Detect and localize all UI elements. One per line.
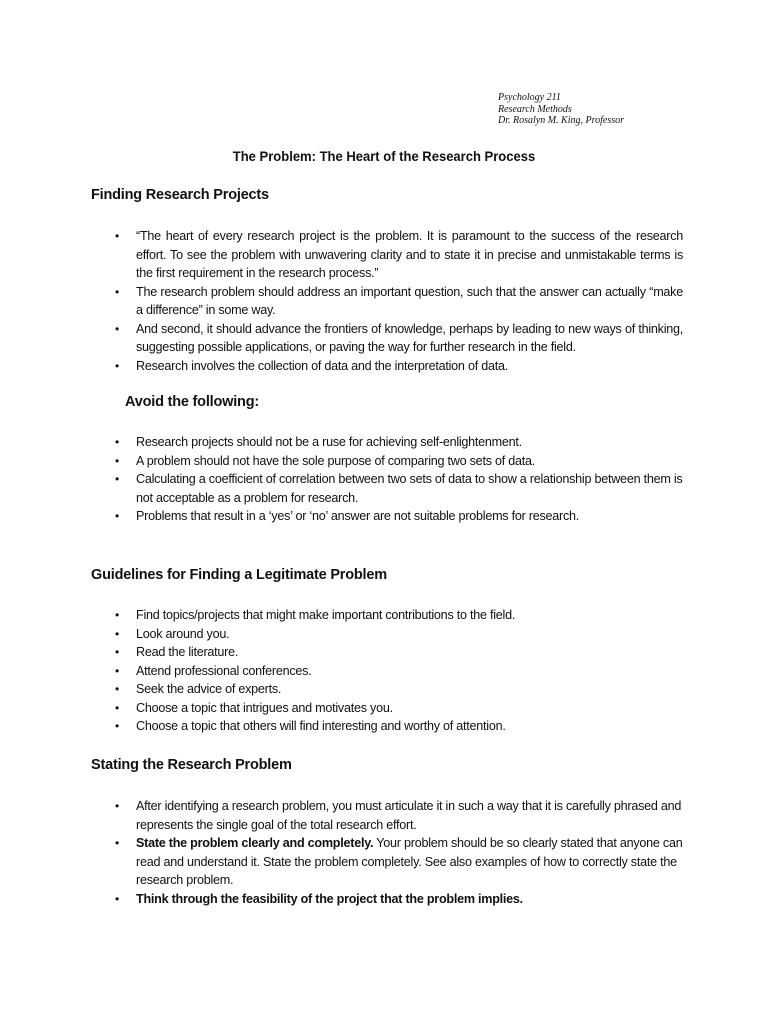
- avoid-list: [115, 433, 683, 526]
- section-heading-avoid: Avoid the following:: [125, 394, 259, 410]
- list-item: • Attend professional conferences.: [115, 662, 683, 681]
- course-subject: Research Methods: [498, 103, 572, 115]
- list-item: • Problems that result in a ‘yes’ or ‘no’ answer are not suitable problems for research.: [115, 507, 683, 526]
- finding-list: [115, 227, 683, 375]
- list-item: • Choose a topic that others will find interesting and worthy of attention.: [115, 717, 683, 736]
- list-item: [115, 834, 683, 890]
- list-item: • Seek the advice of experts.: [115, 680, 683, 699]
- section-heading-guidelines: Guidelines for Finding a Legitimate Problem: [91, 567, 387, 583]
- list-item: • The research problem should address an important question, such that the answer can actually “make a difference” in some way.: [115, 283, 683, 320]
- item-text: Your problem should be so clearly stated that anyone can read and understand it. State the problem completely. See also examples of how to correctly state the research problem.: [136, 836, 683, 887]
- bold-lead: State the problem clearly and completely.: [136, 836, 374, 850]
- list-item: • After identifying a research problem, you must articulate it in such a way that it is carefully phrased and represents the single goal of the total research effort.: [115, 797, 683, 834]
- bold-lead: Think through the feasibility of the project that the problem implies.: [136, 891, 523, 906]
- guidelines-list: [115, 606, 683, 736]
- list-item: • Research involves the collection of data and the interpretation of data.: [115, 357, 683, 376]
- list-item: [115, 890, 683, 909]
- list-item: • And second, it should advance the frontiers of knowledge, perhaps by leading to new ways of thinking, suggesting possible applications, or paving the way for further research in the field.: [115, 320, 683, 357]
- document-title: The Problem: The Heart of the Research Process: [232, 148, 536, 164]
- list-item: • “The heart of every research project is the problem. It is paramount to the success of the research effort. To see the problem with unwavering clarity and to state it in precise and unmistakable terms is the first requirement in the research process.”: [115, 227, 683, 283]
- section-heading-finding: Finding Research Projects: [91, 187, 269, 203]
- course-header: [498, 92, 624, 127]
- list-item: • Calculating a coefficient of correlation between two sets of data to show a relationship between them is not acceptable as a problem for research.: [115, 470, 683, 507]
- list-item: • Read the literature.: [115, 643, 683, 662]
- list-item: • Find topics/projects that might make important contributions to the field.: [115, 606, 683, 625]
- list-item: • Choose a topic that intrigues and motivates you.: [115, 699, 683, 718]
- stating-list: [115, 797, 683, 908]
- list-item: • A problem should not have the sole purpose of comparing two sets of data.: [115, 452, 683, 471]
- list-item: • Research projects should not be a ruse for achieving self-enlightenment.: [115, 433, 683, 452]
- instructor-name: Dr. Rosalyn M. King, Professor: [498, 115, 625, 126]
- list-item: • Look around you.: [115, 625, 683, 644]
- section-heading-stating: Stating the Research Problem: [91, 757, 292, 773]
- course-name: Psychology 211: [498, 92, 561, 103]
